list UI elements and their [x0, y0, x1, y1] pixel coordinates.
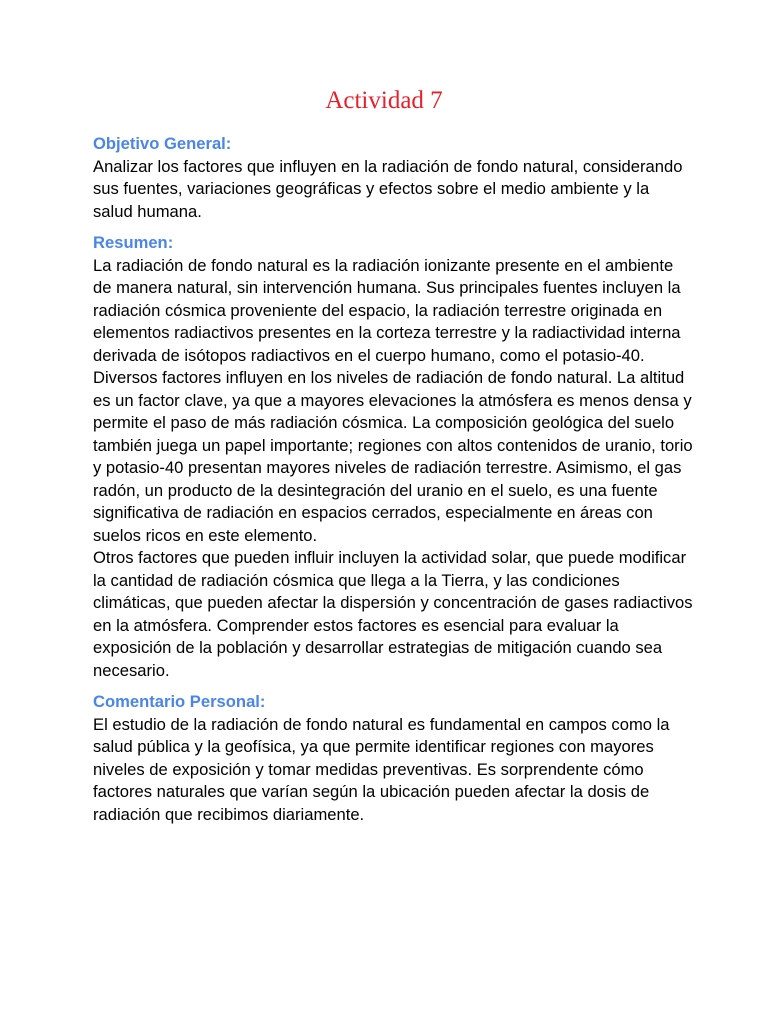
section-heading: Comentario Personal: — [93, 692, 266, 711]
section-resumen — [93, 232, 693, 682]
section-heading: Objetivo General: — [93, 134, 232, 153]
page-title: Actividad 7 — [325, 87, 443, 114]
paragraph: Analizar los factores que influyen en la radiación de fondo natural, considerando sus fuentes, variaciones geográficas y efectos sobre el medio ambiente y la salud humana. — [93, 156, 683, 221]
paragraph: La radiación de fondo natural es la radiación ionizante presente en el ambiente de manera natural, sin intervención humana. Sus principales fuentes incluyen la radiación cósmica proveniente del espacio, la radiación terrestre originada en elementos radiactivos presentes en la corteza terrestre y la radiactividad interna derivada de isótopos radiactivos en el cuerpo humano, como el potasio-40. — [93, 255, 681, 365]
section-heading: Resumen: — [93, 233, 174, 252]
paragraph: El estudio de la radiación de fondo natural es fundamental en campos como la salud pública y la geofísica, ya que permite identificar regiones con mayores niveles de exposición y tomar medidas preventivas. Es sorprendente cómo factores naturales que varían según la ubicación pueden afectar la dosis de radiación que recibimos diariamente. — [93, 714, 670, 824]
section-objetivo-general — [93, 133, 693, 223]
section-comentario-personal — [93, 691, 693, 826]
document-body — [93, 133, 693, 835]
paragraph: Diversos factores influyen en los niveles de radiación de fondo natural. La altitud es un factor clave, ya que a mayores elevaciones la atmósfera es menos densa y permite el paso de más radiación cósmica. La composición geológica del suelo también juega un papel importante; regiones con altos contenidos de uranio, torio y potasio-40 presentan mayores niveles de radiación terrestre. Asimismo, el gas radón, un producto de la desintegración del uranio en el suelo, es una fuente significativa de radiación en espacios cerrados, especialmente en áreas con suelos ricos en este elemento. — [93, 368, 693, 545]
paragraph: Otros factores que pueden influir incluyen la actividad solar, que puede modificar la cantidad de radiación cósmica que llega a la Tierra, y las condiciones climáticas, que pueden afectar la dispersión y concentración de gases radiactivos en la atmósfera. Comprender estos factores es esencial para evaluar la exposición de la población y desarrollar estrategias de mitigación cuando sea necesario. — [93, 548, 693, 680]
